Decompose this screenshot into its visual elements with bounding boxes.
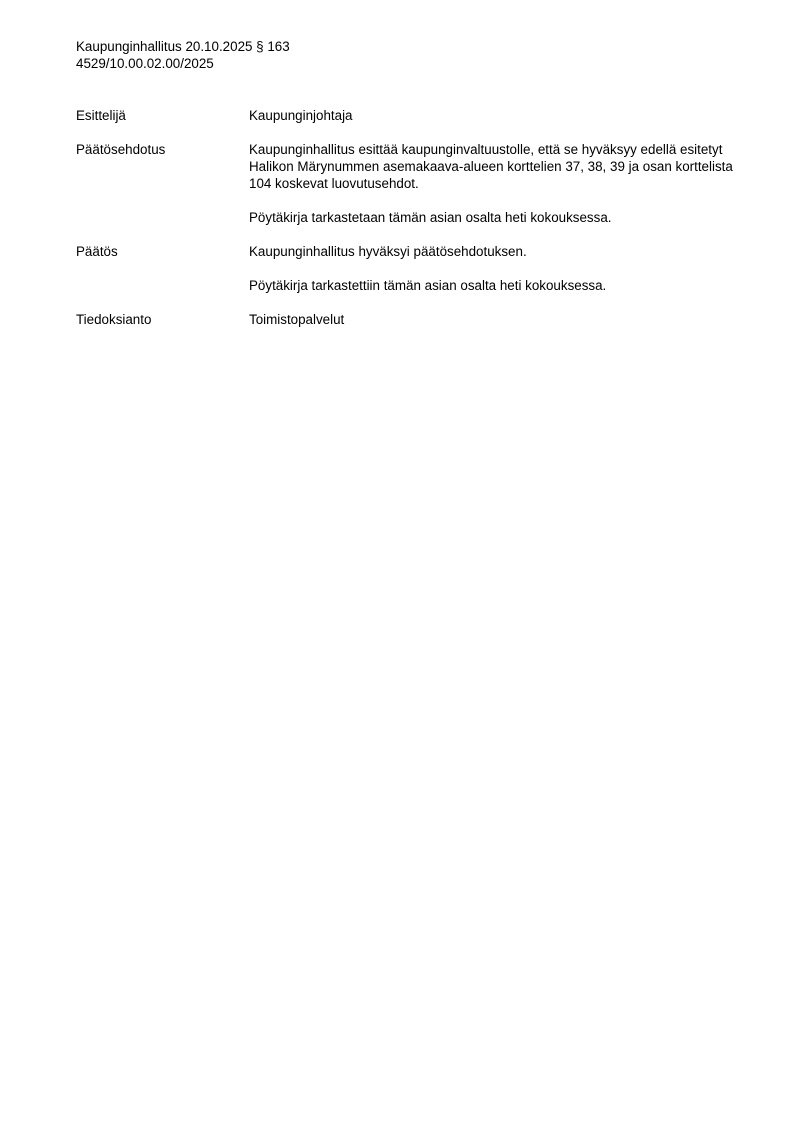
decision-fields	[76, 107, 736, 345]
label-paatos: Päätös	[76, 244, 118, 259]
document-header	[76, 38, 290, 72]
proposal-text: Kaupunginhallitus esittää kaupunginvaltuustolle, että se hyväksyy edellä esitetyt Halikon Märynummen asemakaava-alueen korttelien 37, 38, 39 ja osan korttelista 104 koskevat luovutusehdot.	[249, 142, 733, 191]
row-esittelija	[76, 107, 736, 124]
value-esittelija: Kaupunginjohtaja	[249, 108, 353, 123]
decision-text: Kaupunginhallitus hyväksyi päätösehdotuksen.	[249, 244, 527, 259]
row-tiedoksianto	[76, 311, 736, 328]
label-esittelija: Esittelijä	[76, 108, 126, 123]
meeting-reference: Kaupunginhallitus 20.10.2025 § 163	[76, 39, 290, 54]
label-tiedoksianto: Tiedoksianto	[76, 312, 152, 327]
row-paatosehdotus	[76, 141, 736, 226]
value-paatosehdotus	[249, 141, 736, 226]
label-paatosehdotus: Päätösehdotus	[76, 142, 166, 157]
value-tiedoksianto: Toimistopalvelut	[249, 312, 345, 327]
value-paatos	[249, 243, 736, 294]
case-number: 4529/10.00.02.00/2025	[76, 56, 214, 71]
decision-minutes-note: Pöytäkirja tarkastettiin tämän asian osalta heti kokouksessa.	[249, 278, 607, 293]
row-paatos	[76, 243, 736, 294]
proposal-minutes-note: Pöytäkirja tarkastetaan tämän asian osalta heti kokouksessa.	[249, 210, 612, 225]
